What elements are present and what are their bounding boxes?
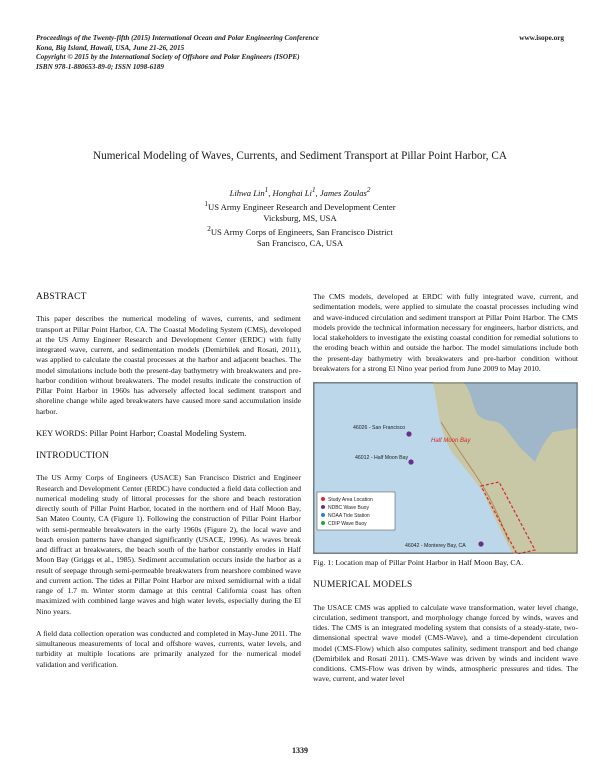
page-number: 1339 (292, 746, 308, 755)
affiliation (0, 199, 600, 213)
website-link[interactable]: www.isope.org (519, 34, 564, 42)
introduction-paragraph: The US Army Corps of Engineers (USACE) San Francisco District and Engineer Research and Development Center (ERDC) have conducted a field data collection and numerical modeling study of littoral processes for the shore and beach restoration directly south of Pillar Point Harbor, located in the northern end of Half Moon Bay, San Mateo County, CA (Figure 1). Following the construction of Pillar Point Harbor with semi-permeable breakwaters in the early 1960s (Figure 2), the local wave and beach erosion patterns have changed significantly (USACE, 1996). As waves break and diffract at breakwaters, the beach south of the harbor constantly erodes in Half Moon Bay (Griggs et al., 1985). Sediment accumulation occurs inside the harbor as a result of seepage through semi-permeable breakwaters from nearshore combined wave and current action. The tides at Pillar Point Harbor are mixed semidiurnal with a tidal range of 1.7 m. Winter storm damage at this central California coast has often maximized with combined large waves and high water levels, especially during the El Nino years. (36, 473, 301, 616)
author-name: James Zoulas (319, 187, 367, 198)
buoy-marker-monterey (478, 541, 483, 546)
buoy-marker-hmb (408, 459, 413, 464)
location-map (313, 382, 578, 554)
buoy-marker-sf (406, 431, 411, 436)
station-label-sf: 46026 - San Francisco (353, 425, 406, 431)
figure-caption: Fig. 1: Location map of Pillar Point Harbor in Half Moon Bay, CA. (313, 558, 524, 567)
introduction-heading: INTRODUCTION (36, 451, 110, 461)
affiliation-sup: 2 (207, 224, 211, 233)
numerical-models-heading: NUMERICAL MODELS (313, 580, 413, 591)
legend-label-study: Study Area Location (328, 497, 373, 503)
legend-label-tide: NOAA Tide Station (328, 513, 370, 519)
station-label-hmb: 46012 - Half Moon Bay (355, 455, 409, 461)
keywords (36, 429, 301, 439)
header-line: Kona, Big Island, Hawaii, USA, June 21-26, 2015 (36, 43, 185, 52)
author-sup: 2 (366, 186, 371, 194)
abstract-heading: ABSTRACT (36, 292, 87, 302)
affiliation-sup: 1 (204, 199, 208, 208)
affiliation-line: US Army Corps of Engineers, San Francisco District (210, 226, 393, 237)
affiliation-city: Vicksburg, MS, USA (263, 212, 337, 223)
location-map-figure (313, 382, 578, 554)
author-separator: , (315, 187, 320, 198)
abstract-text: This paper describes the numerical modeling of waves, currents, and sediment transport at Pillar Point Harbor, CA. The Coastal Modeling System (CMS), developed at the US Army Engineer Research and Development Center (ERDC) with fully integrated wave, current, and sedimentation models (Demirbilek and Rosati, 2011), was applied to calculate the coastal processes at the harbor and adjacent beaches. The model simulations include both the present-day bathymetry with breakwaters and pre-harbor condition without breakwaters. The model results indicate the construction of Pillar Point Harbor in 1960s has adversely affected local sediment transport and shoreline change while aged breakwaters have caused more sand accumulation inside harbor. (36, 314, 301, 416)
affiliation (0, 224, 600, 238)
legend-marker-tide (321, 513, 325, 517)
author-name: Honghai Li (272, 187, 312, 198)
keywords-label: KEY WORDS: (36, 428, 88, 438)
cms-paragraph: The CMS models, developed at ERDC with fully integrated wave, current, and sedimentation models, were applied to simulate the coastal processes including wind and wave-induced circulation and sediment transport at Pillar Point Harbor. The CMS models provide the technical information necessary for engineers, harbor districts, and local stakeholders to investigate the existing coastal condition for remedial solutions to the eroding beach within and outside the harbor. The model simulations include both the present-day bathymetry with breakwaters and pre-harbor condition without breakwaters for a strong El Nino year period from June 2009 to May 2010. (313, 292, 578, 373)
header-line: Proceedings of the Twenty-fifth (2015) International Ocean and Polar Engineering Conference (36, 34, 319, 42)
author-block (0, 185, 600, 249)
numerical-models-paragraph: The USACE CMS was applied to calculate wave transformation, water level change, circulation, sediment transport, and morphology change forced by winds, waves and tides. The CMS is an integrated modeling system that consists of a steady-state, two-dimensional spectral wave model (CMS-Wave), and a time-dependent circulation model (CMS-Flow) which also computes salinity, sediment transport and bed change (Demirbilek and Rosati 2011). CMS-Wave was driven by winds and incident wave conditions. CMS-Flow was driven by winds, atmospheric pressures and tides. The wave, current, and water level (313, 602, 578, 684)
map-label-half-moon-bay: Half Moon Bay (431, 438, 471, 444)
legend-marker-cdip (321, 521, 325, 525)
header-line: Copyright © 2015 by the International Society of Offshore and Polar Engineers (ISOPE) (36, 53, 300, 62)
legend-label-cdip: CDIP Wave Buoy (328, 521, 367, 527)
legend-marker-study (321, 497, 325, 501)
affiliation-city: San Francisco, CA, USA (256, 237, 344, 248)
affiliation-line: US Army Engineer Research and Development Center (208, 201, 396, 212)
legend-label-ndbc: NDBC Wave Buoy (328, 505, 369, 511)
keywords-text: Pillar Point Harbor; Coastal Modeling System. (89, 428, 247, 438)
author-separator: , (268, 187, 273, 198)
station-label-monterey: 46042 - Monterey Bay, CA (405, 543, 466, 549)
proceedings-header (36, 34, 456, 72)
author-name: Lihwa Lin (229, 187, 265, 198)
left-column (36, 292, 301, 670)
author-sup: 1 (264, 186, 269, 194)
header-line: ISBN 978-1-880653-89-0; ISSN 1098-6189 (36, 62, 164, 71)
introduction-paragraph: A field data collection operation was conducted and completed in May-June 2011. The simultaneous measurements of local and offshore waves, currents, water levels, and turbidity at multiple locations are primarily analyzed for the numerical model validation and verification. (36, 628, 301, 669)
author-sup: 1 (311, 186, 316, 194)
paper-title: Numerical Modeling of Waves, Currents, and Sediment Transport at Pillar Point Harbor, CA (93, 150, 507, 162)
author-names (0, 185, 600, 199)
legend-marker-ndbc (321, 505, 325, 509)
right-column (313, 292, 578, 685)
